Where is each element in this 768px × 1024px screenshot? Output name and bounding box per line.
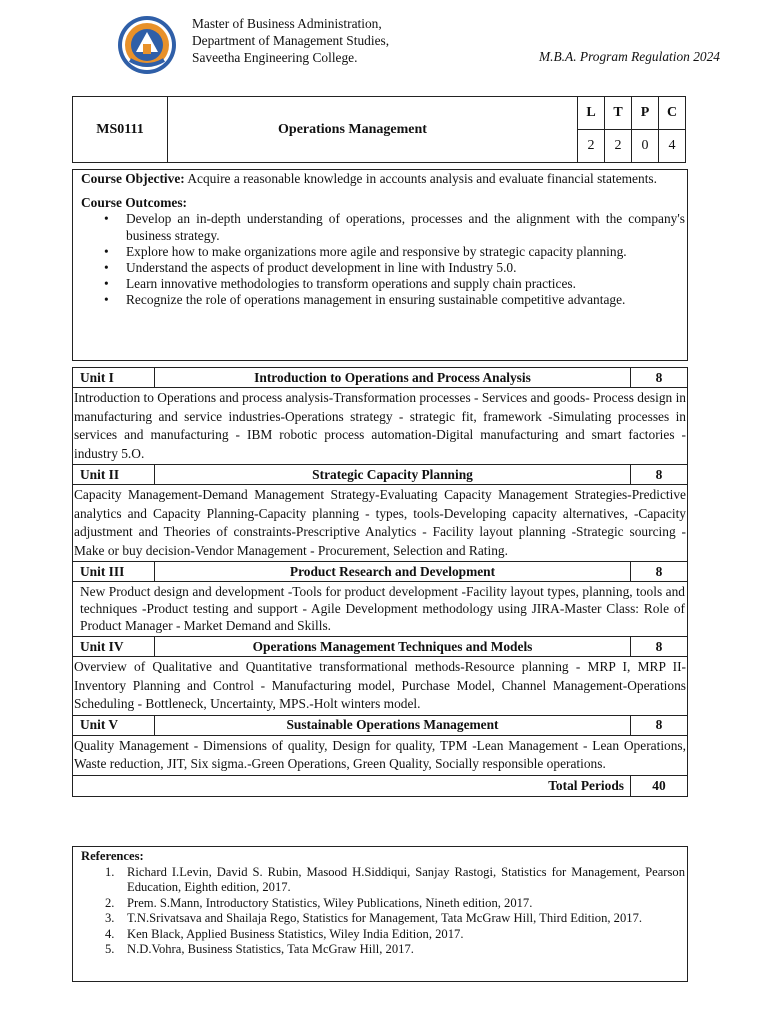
reference-number: 3. bbox=[105, 911, 115, 925]
ltpc-value-l: 2 bbox=[578, 130, 605, 163]
unit-label: Unit IV bbox=[73, 637, 155, 657]
college-line-department: Department of Management Studies, bbox=[192, 33, 390, 48]
outcome-item: • Explore how to make organizations more agile and responsive by strategic capacity planning. bbox=[81, 244, 687, 260]
total-row bbox=[73, 775, 688, 796]
unit-title: Product Research and Development bbox=[155, 562, 631, 582]
reference-item bbox=[81, 865, 687, 896]
unit-header-row bbox=[73, 465, 688, 485]
unit-description-row bbox=[73, 657, 688, 716]
unit-description: Overview of Qualitative and Quantitative transformational methods-Resource planning - MRP I, MRP II-Inventory Planning and Control - Manufacturing model, Purchase Model, Channel Management-Operations Scheduling - Bottleneck, Uncertainty, MPS.-Holt winters model. bbox=[73, 657, 688, 716]
unit-description: Capacity Management-Demand Management Strategy-Evaluating Capacity Management Strategies-Predictive analytics and Capacity Planning-Capacity planning - types, tools-Developing capacity alternatives, -Capacity adjustment and Theories of constraints-Prescriptive Analytics - Facility layout planning -Strategic sourcing - Make or buy decision-Vendor Management - Procurement, Selection and Rating. bbox=[73, 485, 688, 562]
references-list bbox=[81, 865, 687, 958]
unit-description-row bbox=[73, 582, 688, 637]
college-emblem-icon bbox=[116, 14, 178, 76]
college-address bbox=[192, 15, 389, 66]
ltpc-header-p: P bbox=[632, 97, 659, 130]
units-section bbox=[72, 367, 688, 797]
objective-text: Acquire a reasonable knowledge in accounts analysis and evaluate financial statements. bbox=[187, 171, 657, 186]
unit-hours: 8 bbox=[631, 562, 688, 582]
program-regulation: M.B.A. Program Regulation 2024 bbox=[538, 49, 720, 64]
total-periods-value: 40 bbox=[631, 775, 688, 796]
ltpc-value-t: 2 bbox=[605, 130, 632, 163]
unit-description: New Product design and development -Tools for product development -Facility layout types, planning, tools and techniques -Product testing and support - Agile Development methodology using JIRA-Master Class: Role of Product Manager - Market Demand and Skills. bbox=[73, 582, 688, 637]
unit-label: Unit V bbox=[73, 715, 155, 735]
outcome-item: • Develop an in-depth understanding of operations, processes and the alignment with the company's business strategy. bbox=[81, 211, 687, 243]
course-objective bbox=[81, 171, 687, 187]
unit-description-row bbox=[73, 735, 688, 775]
objectives-box bbox=[72, 169, 688, 361]
unit-header-row bbox=[73, 715, 688, 735]
unit-hours: 8 bbox=[631, 637, 688, 657]
reference-text: Prem. S.Mann, Introductory Statistics, Wiley Publications, Nineth edition, 2017. bbox=[127, 895, 533, 910]
ltpc-header-l: L bbox=[578, 97, 605, 130]
unit-title: Introduction to Operations and Process Analysis bbox=[155, 368, 631, 388]
unit-description-row bbox=[73, 388, 688, 465]
reference-text: T.N.Srivatsava and Shailaja Rego, Statistics for Management, Tata McGraw Hill, Third Edition, 2017. bbox=[127, 911, 643, 925]
unit-description: Introduction to Operations and process analysis-Transformation processes - Services and goods- Process design in manufacturing and service industries-Operations strategy - strategic fit, framework -Simulating processes in services and manufacturing - IBM robotic process automation-Digital manufacturing and smart factories - industry 5.O. bbox=[73, 388, 688, 465]
units-table bbox=[72, 367, 688, 797]
total-periods-label: Total Periods bbox=[73, 775, 631, 796]
references-box bbox=[72, 846, 688, 982]
reference-item bbox=[81, 927, 687, 943]
course-name: Operations Management bbox=[168, 97, 578, 163]
unit-hours: 8 bbox=[631, 715, 688, 735]
reference-number: 4. bbox=[105, 926, 115, 941]
outcome-item: • Learn innovative methodologies to transform operations and supply chain practices. bbox=[81, 276, 687, 292]
unit-description: Quality Management - Dimensions of quality, Design for quality, TPM -Lean Management - Lean Operations, Waste reduction, JIT, Six sigma.-Green Operations, Green Quality, Socially responsible operations. bbox=[73, 735, 688, 775]
reference-text: Richard I.Levin, David S. Rubin, Masood H.Siddiqui, Sanjay Rastogi, Statistics for Management, Pearson Education, Eighth edition, 2017. bbox=[127, 864, 685, 894]
reference-item bbox=[81, 896, 687, 912]
unit-title: Sustainable Operations Management bbox=[155, 715, 631, 735]
unit-title: Operations Management Techniques and Models bbox=[155, 637, 631, 657]
unit-header-row bbox=[73, 562, 688, 582]
unit-label: Unit III bbox=[73, 562, 155, 582]
ltpc-header-t: T bbox=[605, 97, 632, 130]
course-code: MS0111 bbox=[73, 97, 168, 163]
college-line-program: Master of Business Administration, bbox=[192, 16, 382, 31]
objective-label: Course Objective: bbox=[81, 171, 185, 186]
reference-number: 1. bbox=[105, 864, 115, 879]
unit-hours: 8 bbox=[631, 368, 688, 388]
page-header bbox=[0, 0, 768, 80]
references-label: References: bbox=[81, 849, 144, 863]
reference-item bbox=[81, 911, 687, 927]
ltpc-header-c: C bbox=[659, 97, 686, 130]
college-line-name: Saveetha Engineering College. bbox=[192, 50, 358, 65]
outcome-item: • Understand the aspects of product development in line with Industry 5.0. bbox=[81, 260, 687, 276]
unit-header-row bbox=[73, 368, 688, 388]
ltpc-value-c: 4 bbox=[659, 130, 686, 163]
reference-number: 5. bbox=[105, 942, 115, 956]
unit-header-row bbox=[73, 637, 688, 657]
reference-text: N.D.Vohra, Business Statistics, Tata McGraw Hill, 2017. bbox=[127, 942, 414, 956]
unit-label: Unit II bbox=[73, 465, 155, 485]
reference-item bbox=[81, 942, 687, 958]
unit-title: Strategic Capacity Planning bbox=[155, 465, 631, 485]
unit-hours: 8 bbox=[631, 465, 688, 485]
outcome-item: • Recognize the role of operations management in ensuring sustainable competitive advantage. bbox=[81, 292, 687, 308]
ltpc-value-p: 0 bbox=[632, 130, 659, 163]
course-title-table bbox=[72, 96, 686, 163]
unit-description-row bbox=[73, 485, 688, 562]
reference-number: 2. bbox=[105, 895, 115, 910]
reference-text: Ken Black, Applied Business Statistics, Wiley India Edition, 2017. bbox=[127, 926, 464, 941]
outcomes-list bbox=[81, 211, 687, 308]
unit-label: Unit I bbox=[73, 368, 155, 388]
outcomes-label: Course Outcomes: bbox=[81, 195, 187, 211]
